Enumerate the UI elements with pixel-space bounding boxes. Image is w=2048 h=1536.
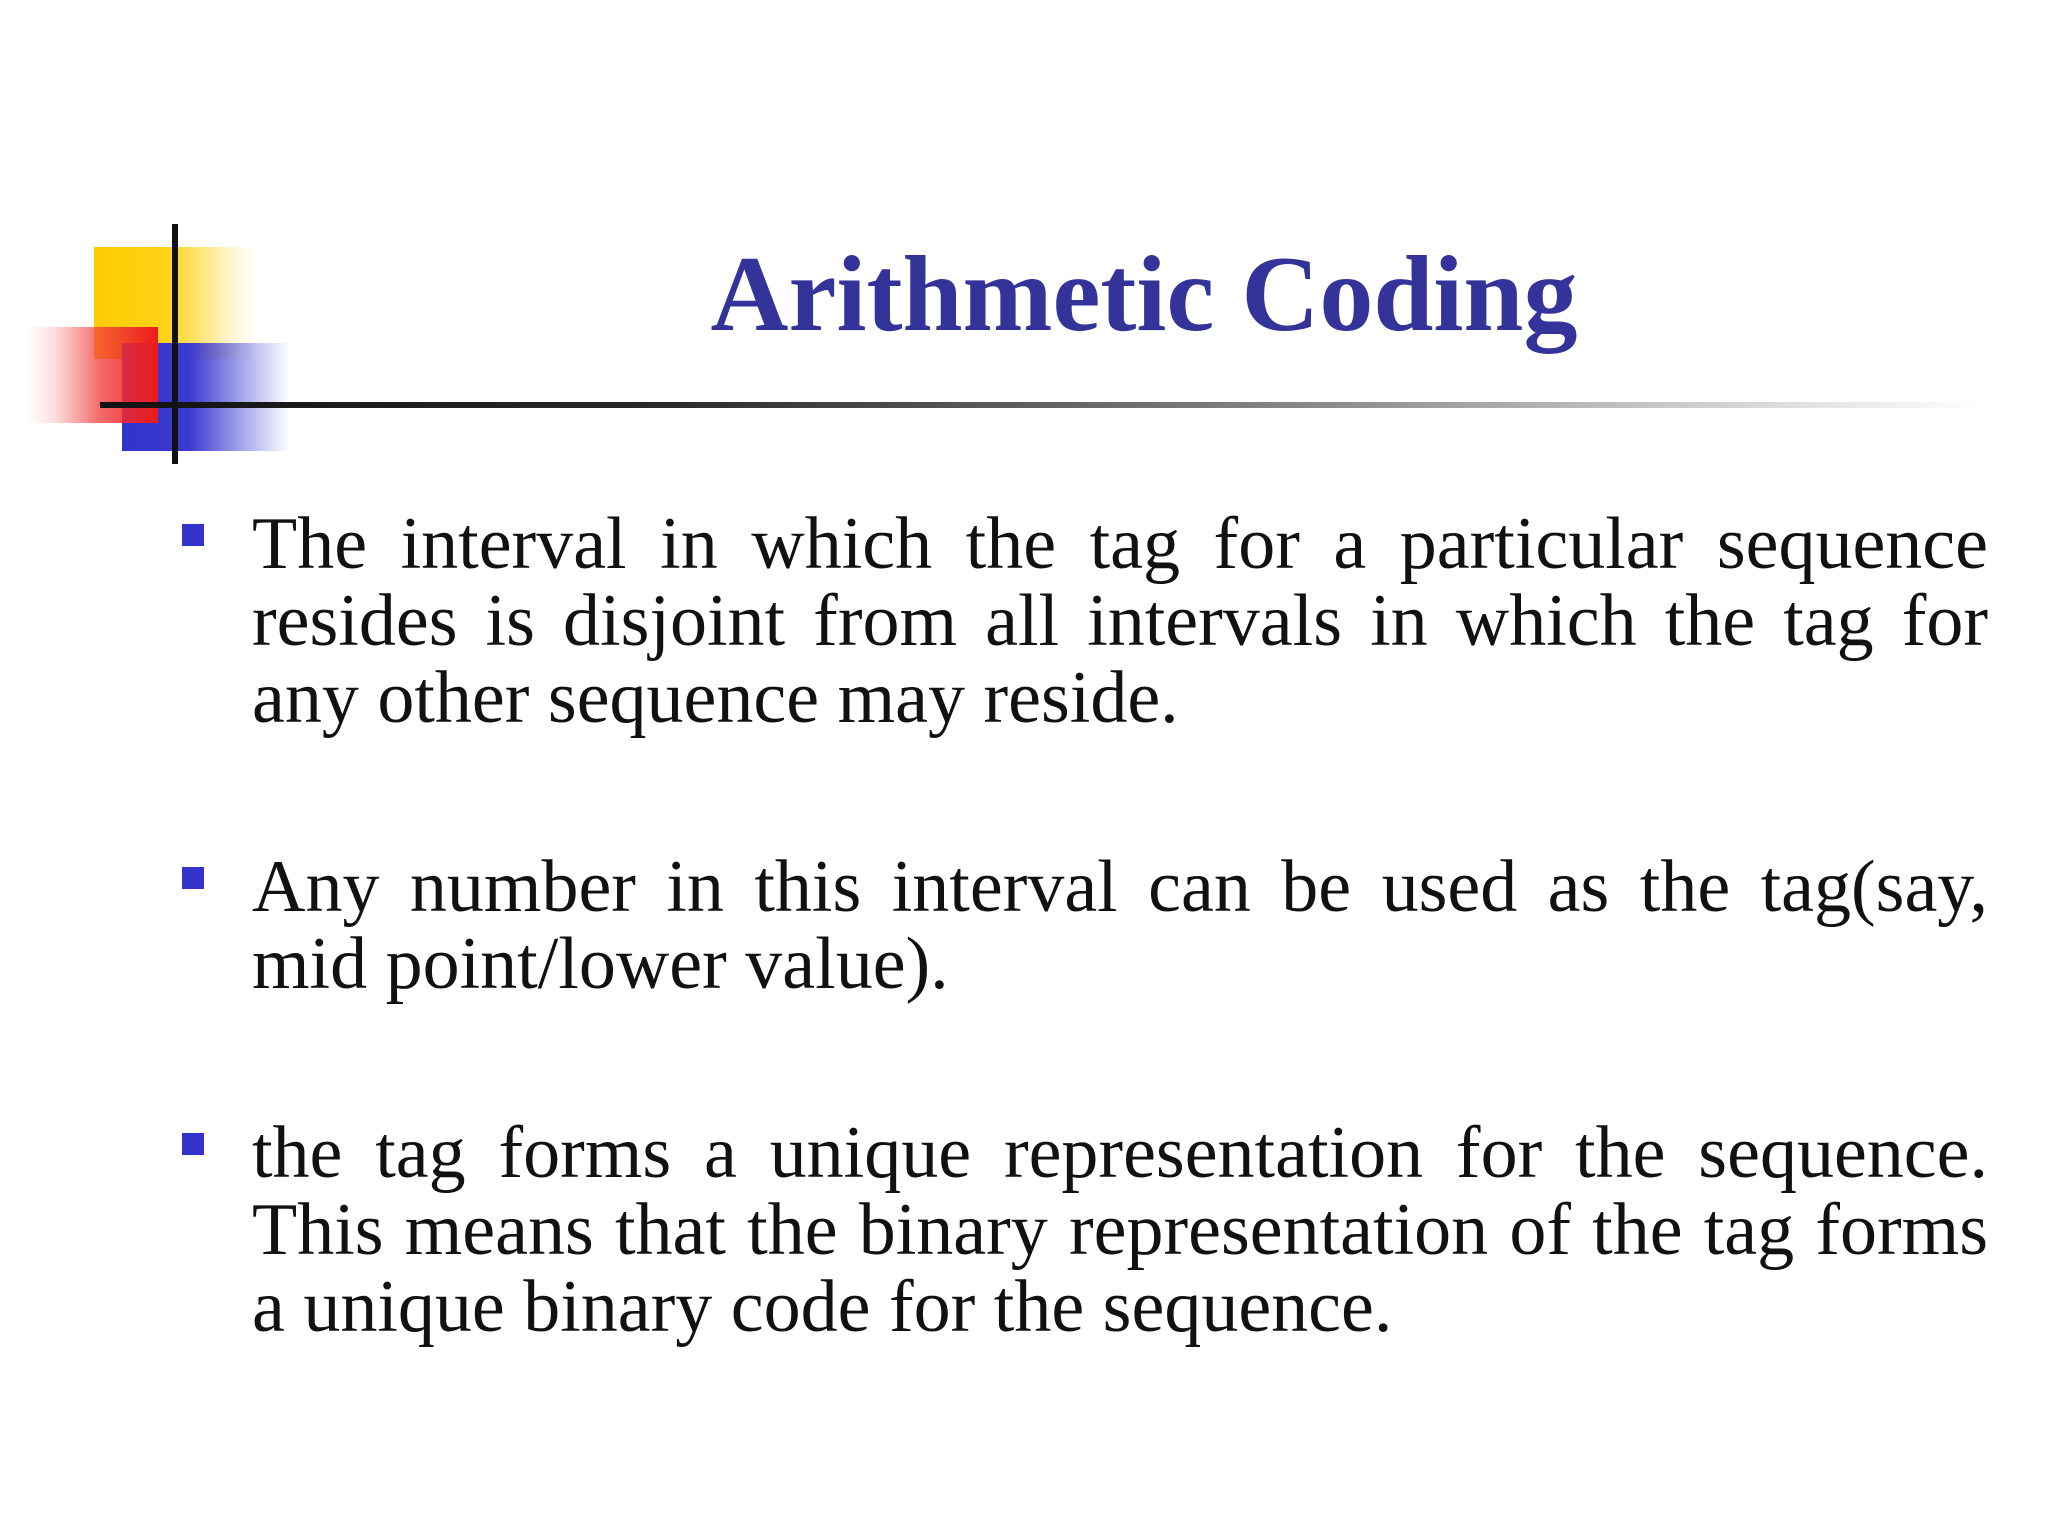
square-bullet-icon [182,1133,204,1155]
bullet-item [178,1112,1988,1348]
square-bullet-icon [182,524,204,546]
decorative-vertical-line [172,224,178,464]
bullet-text: the tag forms a unique representation for the sequence. This means that the binary representation of the tag forms a unique binary code for the sequence. [252,1112,1988,1348]
slide-title: Arithmetic Coding [710,235,1578,354]
title-underline-rule [100,402,1980,408]
bullet-list [178,503,1988,1348]
square-bullet-icon [182,867,204,889]
bullet-text: Any number in this interval can be used as the tag(say, mid point/lower value). [252,846,1988,1005]
decorative-red-square [28,327,158,423]
bullet-item [178,503,1988,739]
bullet-text: The interval in which the tag for a particular sequence resides is disjoint from all intervals in which the tag for any other sequence may reside. [252,503,1988,739]
bullet-item [178,846,1988,1005]
